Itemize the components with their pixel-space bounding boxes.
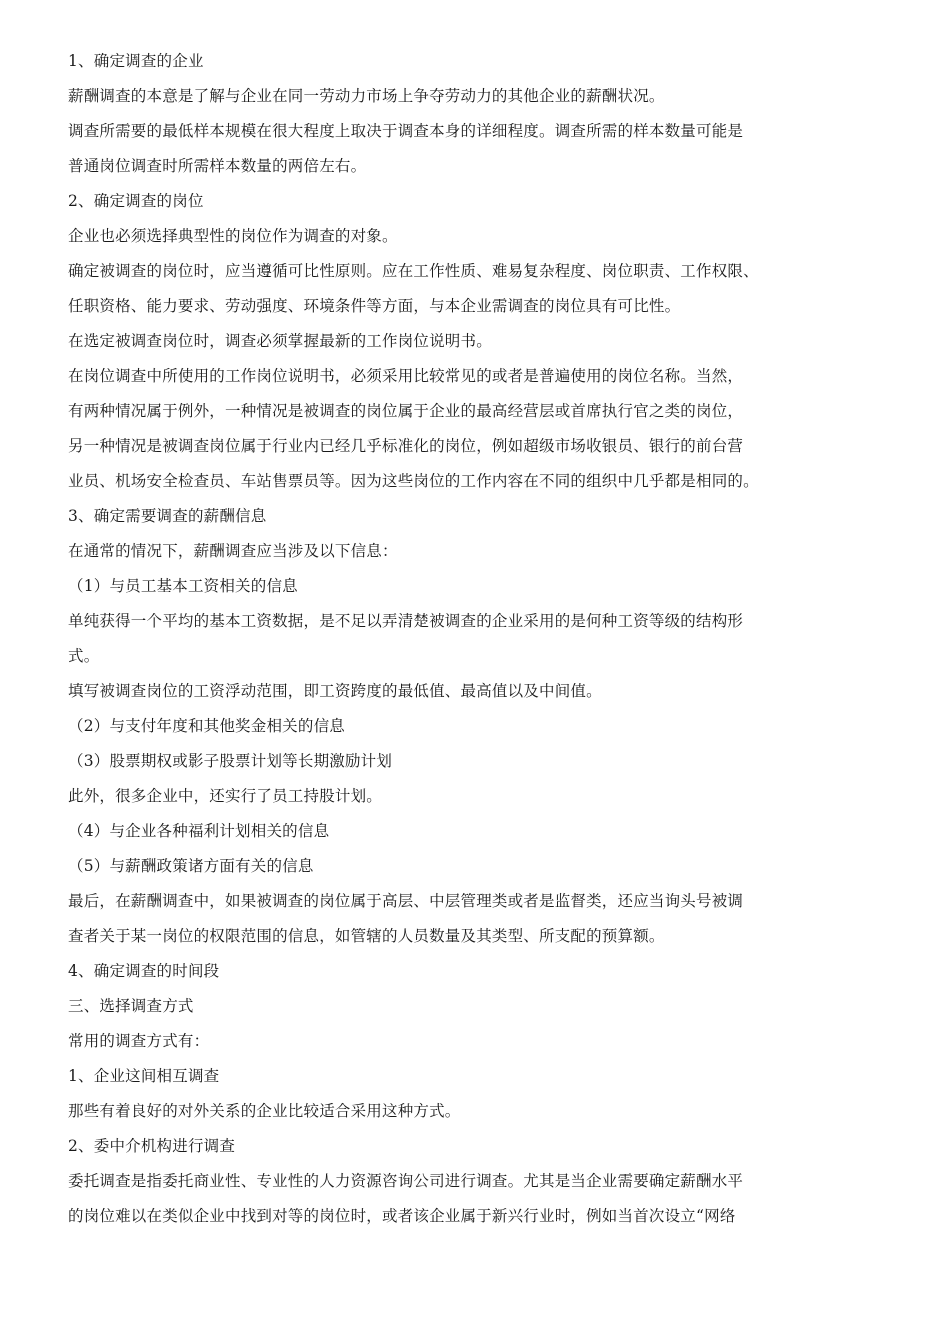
paragraph-line: 此外，很多企业中，还实行了员工持股计划。: [68, 787, 383, 805]
section-heading-salary-info: 3、确定需要调查的薪酬信息: [68, 507, 267, 525]
document-page: [68, 44, 858, 1234]
list-item-1: （1）与员工基本工资相关的信息: [68, 577, 298, 595]
section-heading-determine-position: 2、确定调查的岗位: [68, 192, 204, 210]
list-item-4: （4）与企业各种福利计划相关的信息: [68, 822, 330, 840]
section-heading-determine-enterprise: 1、确定调查的企业: [68, 52, 204, 70]
paragraph-line: 那些有着良好的对外关系的企业比较适合采用这种方式。: [68, 1102, 461, 1120]
paragraph-line: 最后，在薪酬调查中，如果被调查的岗位属于高层、中层管理类或者是监督类，还应当询头号被调: [68, 892, 744, 910]
section-heading-time-period: 4、确定调查的时间段: [68, 962, 220, 980]
paragraph-line: 普通岗位调查时所需样本数量的两倍左右。: [68, 157, 367, 175]
paragraph-line: 另一种情况是被调查岗位属于行业内已经几乎标准化的岗位，例如超级市场收银员、银行的前台营: [68, 437, 744, 455]
subsection-heading-agency-survey: 2、委中介机构进行调查: [68, 1137, 236, 1155]
paragraph-line: 业员、机场安全检查员、车站售票员等。因为这些岗位的工作内容在不同的组织中几乎都是相同的。: [68, 472, 759, 490]
paragraph-line: 常用的调查方式有：: [68, 1032, 210, 1050]
paragraph-line: 确定被调查的岗位时，应当遵循可比性原则。应在工作性质、难易复杂程度、岗位职责、工作权限、: [68, 262, 759, 280]
paragraph-line: 在岗位调查中所使用的工作岗位说明书，必须采用比较常见的或者是普遍使用的岗位名称。当然，: [68, 367, 744, 385]
paragraph-line: 式。: [68, 647, 100, 665]
paragraph-line: 调查所需要的最低样本规模在很大程度上取决于调查本身的详细程度。调查所需的样本数量可能是: [68, 122, 744, 140]
paragraph-line: 委托调查是指委托商业性、专业性的人力资源咨询公司进行调查。尤其是当企业需要确定薪酬水平: [68, 1172, 744, 1190]
list-item-3: （3）股票期权或影子股票计划等长期激励计划: [68, 752, 393, 770]
paragraph-line: 任职资格、能力要求、劳动强度、环境条件等方面，与本企业需调查的岗位具有可比性。: [68, 297, 681, 315]
list-item-2: （2）与支付年度和其他奖金相关的信息: [68, 717, 345, 735]
list-item-5: （5）与薪酬政策诸方面有关的信息: [68, 857, 314, 875]
paragraph-line: 企业也必须选择典型性的岗位作为调查的对象。: [68, 227, 398, 245]
paragraph-line: 查者关于某一岗位的权限范围的信息，如管辖的人员数量及其类型、所支配的预算额。: [68, 927, 665, 945]
paragraph-line: 的岗位难以在类似企业中找到对等的岗位时，或者该企业属于新兴行业时，例如当首次设立“网络: [68, 1207, 736, 1225]
paragraph-line: 在通常的情况下，薪酬调查应当涉及以下信息：: [68, 542, 398, 560]
section-heading-survey-method: 三、选择调查方式: [68, 997, 194, 1015]
subsection-heading-mutual-survey: 1、企业这间相互调查: [68, 1067, 220, 1085]
paragraph-line: 薪酬调查的本意是了解与企业在同一劳动力市场上争夺劳动力的其他企业的薪酬状况。: [68, 87, 665, 105]
paragraph-line: 在选定被调查岗位时，调查必须掌握最新的工作岗位说明书。: [68, 332, 492, 350]
paragraph-line: 有两种情况属于例外，一种情况是被调查的岗位属于企业的最高经营层或首席执行官之类的岗位，: [68, 402, 744, 420]
paragraph-line: 填写被调查岗位的工资浮动范围，即工资跨度的最低值、最高值以及中间值。: [68, 682, 602, 700]
paragraph-line: 单纯获得一个平均的基本工资数据，是不足以弄清楚被调查的企业采用的是何种工资等级的结构形: [68, 612, 744, 630]
